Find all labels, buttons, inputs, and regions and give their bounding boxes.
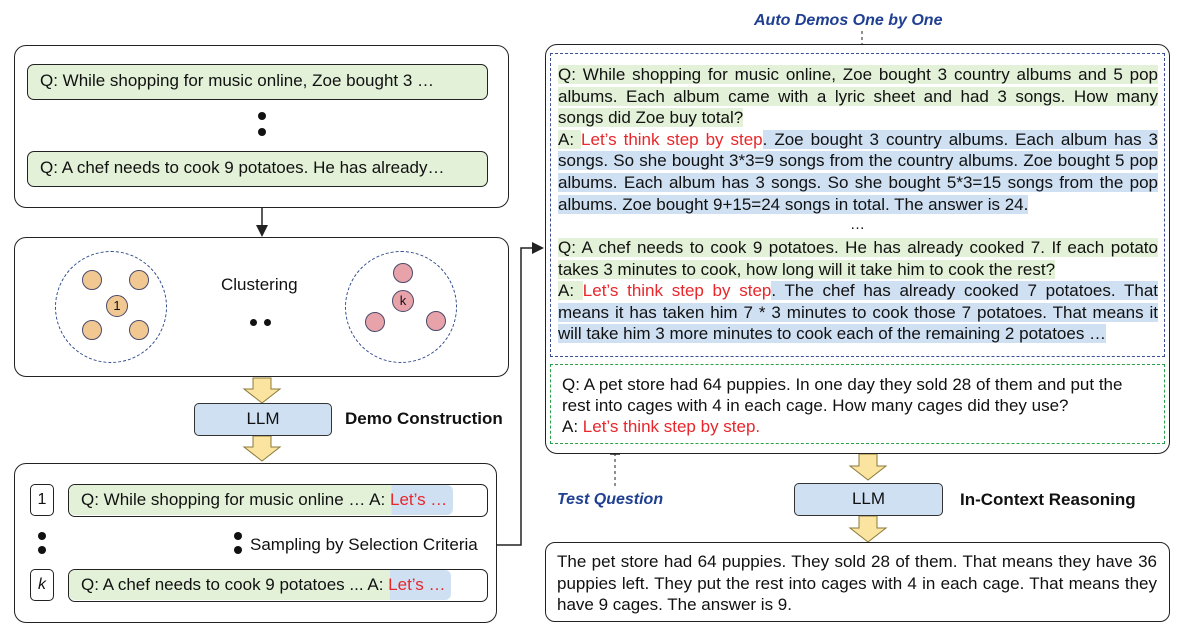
fat-arrow-context-to-llm [850,454,886,480]
demo-2-answer-label: A: [558,281,583,301]
demo-1-block [558,64,1158,215]
pool-question-1-text: Q: While shopping for music online, Zoe bought 3 … [40,71,435,90]
cluster-k-node [393,263,413,283]
demo-construction-label: Demo Construction [345,409,503,428]
demo-1-rationale: . Zoe bought 3 country albums. Each album has 3 songs. So she bought 3*3=9 songs from the country albums. Zoe bought 5 pop albums. Each album has 3 songs. So she bought 5*3=15 songs from the pop albums. Zoe bought 9+15=24 songs in total. The answer is 24. [558,129,1158,214]
llm-demo-construction: LLM [194,403,332,436]
sampled-demo-k [68,569,488,602]
cluster-1-node [129,270,149,290]
llm-in-context: LLM [794,483,943,516]
cluster-1-node [82,320,102,340]
demo-index-k: k [30,569,54,601]
cluster-1-center-node: 1 [106,295,128,317]
test-answer-label: A: [562,417,583,436]
demo-2-block [558,237,1158,345]
fat-arrow-clustering-to-llm [244,378,280,403]
demo-ellipsis-dot [38,546,46,554]
pool-question-2-text: Q: A chef needs to cook 9 potatoes. He has already… [40,158,445,177]
test-block [562,374,1132,437]
test-question-label: Test Question [557,491,664,508]
sampling-criteria-label: Sampling by Selection Criteria [250,535,478,554]
sampled-demo-k-question: Q: A chef needs to cook 9 potatoes ... A: [81,575,389,594]
test-question-text: Q: A pet store had 64 puppies. In one day they sold 28 of them and put the rest into cages with 4 in each cage. How many cages did they use? [562,375,1123,415]
sampled-demo-1-trigger: Let’s … [389,490,448,509]
demo-2-rationale: . The chef has already cooked 7 potatoes. That means it has taken him 7 * 3 minutes to cook those 7 potatoes. That means it will take him 3 more minutes to cook each of the remaining 2 potatoes … [558,281,1159,344]
demo-2-trigger: Let’s think step by step [582,281,772,301]
sampled-demo-k-text [69,570,451,600]
fat-arrow-llm-to-output [850,516,886,542]
in-context-reasoning-label: In-Context Reasoning [960,490,1136,509]
cluster-ellipsis-dot [264,319,271,326]
sampled-demo-1 [68,484,488,517]
pool-question-2 [27,151,488,187]
sampled-demo-1-question: Q: While shopping for music online … A: [81,490,390,509]
cluster-ellipsis-dot [250,319,257,326]
clustering-label: Clustering [221,275,298,294]
auto-demos-label: Auto Demos One by One [754,12,943,29]
cluster-1-node [82,270,102,290]
pool-ellipsis-dot [258,112,266,120]
demo-ellipsis: … [850,216,865,233]
demo-index-1: 1 [30,484,54,516]
demo-2-question: Q: A chef needs to cook 9 potatoes. He has already cooked 7. If each potato takes 3 minutes to cook, how long will it take him to cook the rest? [558,238,1158,279]
sampling-ellipsis-dot [234,546,242,554]
sampled-demo-k-trigger: Let’s … [388,575,446,594]
fat-arrow-llm-to-demos [244,436,280,461]
sampled-demo-1-text [69,485,453,515]
cluster-1-node [129,320,149,340]
demo-ellipsis-dot [38,532,46,540]
sampling-ellipsis-dot [234,532,242,540]
demo-1-trigger: Let’s think step by step [581,129,763,149]
demo-1-answer-label: A: [558,129,582,149]
cluster-k-center-node: k [392,290,414,312]
cluster-k-node [426,311,446,331]
cluster-k-node [365,312,385,332]
pool-question-1 [27,64,488,100]
pool-ellipsis-dot [258,128,266,136]
demo-1-question: Q: While shopping for music online, Zoe bought 3 country albums and 5 pop albums. Each album came with a lyric sheet and had 3 songs. How many songs did Zoe buy total? [558,65,1158,128]
output-text: The pet store had 64 puppies. They sold 28 of them. That means they have 36 puppies left. They put the rest into cages with 4 in each cage. That means they have 9 cages. The answer is 9. [557,552,1157,614]
test-trigger: Let’s think step by step. [582,417,761,436]
